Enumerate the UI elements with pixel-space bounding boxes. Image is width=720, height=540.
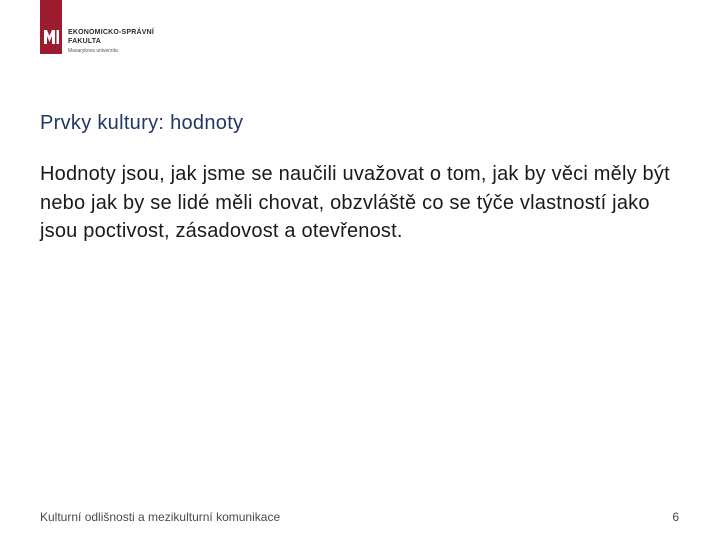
logo-faculty-name: EKONOMICKO-SPRÁVNÍ <box>68 29 155 36</box>
logo-mark-icon <box>40 0 62 54</box>
faculty-logo <box>40 0 180 60</box>
logo-university-name: Masarykova univerzita <box>68 48 118 54</box>
slide-title: Prvky kultury: hodnoty <box>40 112 244 134</box>
slide-body-text: Hodnoty jsou, jak jsme se naučili uvažovat o tom, jak by věci měly být nebo jak by se lidé měli chovat, obzvláště co se týče vlastností jako jsou poctivost, zásadovost a otevřenost. <box>40 163 670 242</box>
logo-faculty-word: FAKULTA <box>68 38 102 45</box>
footer-course-title: Kulturní odlišnosti a mezikulturní komunikace <box>40 510 281 524</box>
page-number: 6 <box>672 510 679 524</box>
